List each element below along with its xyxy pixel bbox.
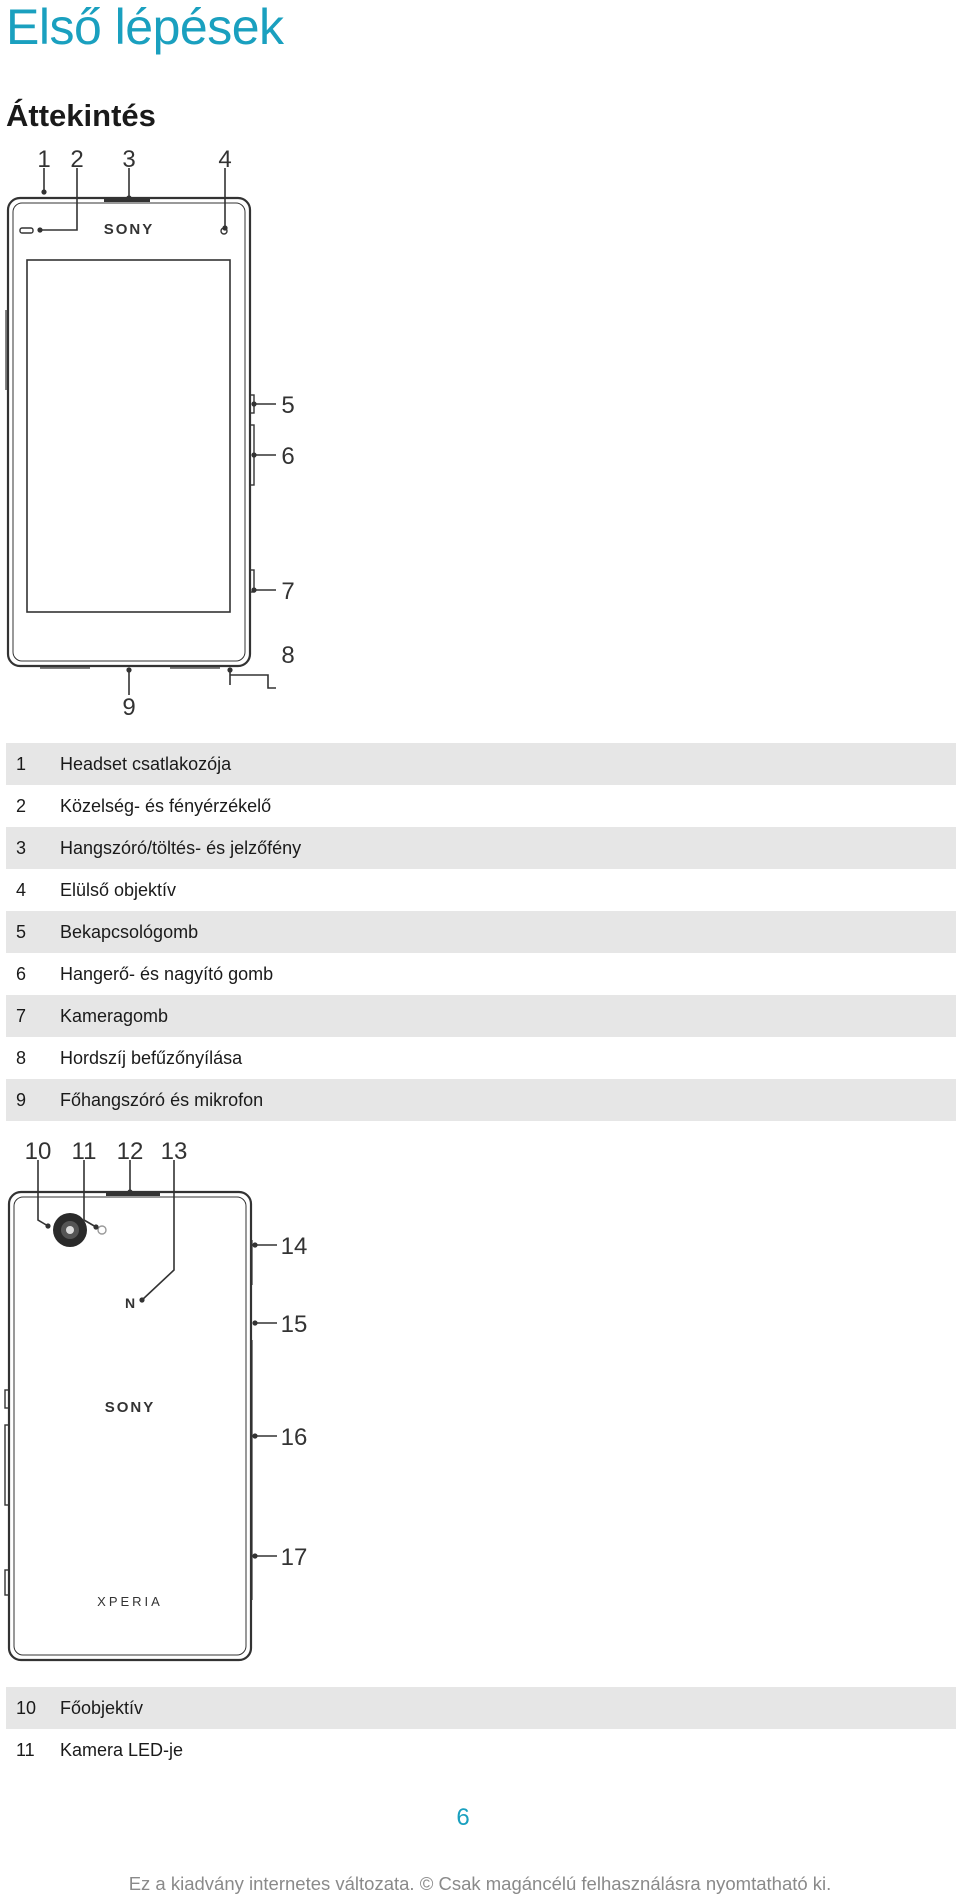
table-row (6, 743, 956, 785)
table-row (6, 953, 956, 995)
legend-number: 3 (16, 837, 27, 858)
table-row (6, 911, 956, 953)
legend-label: Hangerő- és nagyító gomb (60, 963, 274, 984)
legend-number: 2 (16, 795, 27, 816)
callout-3: 3 (122, 146, 136, 173)
camera-led-shape (98, 1226, 106, 1234)
legend-number: 9 (16, 1089, 27, 1110)
front-view-diagram (0, 146, 330, 721)
chapter-title: Első lépések (6, 0, 284, 55)
front-phone-body (8, 198, 250, 666)
table-row (6, 827, 956, 869)
legend-number: 4 (16, 879, 27, 900)
legend-label: Bekapcsológomb (60, 921, 199, 942)
table-row (6, 1079, 956, 1121)
legend-label: Kamera LED-je (60, 1739, 184, 1760)
callout-5: 5 (281, 392, 295, 419)
callout-14: 14 (280, 1233, 308, 1260)
callout-17: 17 (280, 1544, 308, 1571)
legend-number: 5 (16, 921, 27, 942)
legend-number: 11 (16, 1739, 35, 1760)
callout-11: 11 (71, 1138, 97, 1165)
section-title: Áttekintés (6, 98, 156, 133)
back-legend-table (6, 1687, 956, 1771)
table-row (6, 785, 956, 827)
back-model-logo: XPERIA (97, 1594, 163, 1609)
legend-label: Elülső objektív (60, 879, 177, 900)
table-row (6, 869, 956, 911)
nfc-icon: N (124, 1295, 136, 1311)
legend-label: Hangszóró/töltés- és jelzőfény (60, 837, 302, 858)
front-brand-logo: SONY (103, 221, 155, 238)
back-phone-body (9, 1192, 251, 1660)
callout-9: 9 (122, 694, 136, 721)
legend-label: Headset csatlakozója (60, 753, 232, 774)
table-row (6, 1729, 956, 1771)
callout-4: 4 (218, 146, 232, 173)
legend-number: 7 (16, 1005, 27, 1026)
footer-note: Ez a kiadvány internetes változata. © Csak magáncélú felhasználásra nyomtatható ki. (128, 1873, 832, 1894)
legend-number: 6 (16, 963, 27, 984)
callout-8: 8 (281, 642, 295, 669)
table-row (6, 995, 956, 1037)
callout-15: 15 (280, 1311, 308, 1338)
legend-label: Kameragomb (60, 1005, 169, 1026)
back-brand-logo: SONY (104, 1399, 156, 1416)
callout-1: 1 (37, 146, 51, 173)
callout-7: 7 (281, 578, 295, 605)
front-screen (27, 260, 230, 612)
page-number: 6 (456, 1804, 470, 1831)
callout-2: 2 (70, 146, 84, 173)
legend-number: 8 (16, 1047, 27, 1068)
legend-label: Főobjektív (60, 1697, 144, 1718)
callout-6: 6 (281, 443, 295, 470)
legend-number: 1 (16, 753, 27, 774)
legend-number: 10 (16, 1697, 37, 1718)
legend-label: Hordszíj befűzőnyílása (60, 1047, 243, 1068)
callout-12: 12 (116, 1138, 144, 1165)
callout-10: 10 (24, 1138, 52, 1165)
callout-13: 13 (160, 1138, 188, 1165)
table-row (6, 1037, 956, 1079)
front-legend-table (6, 743, 956, 1121)
back-view-diagram (0, 1140, 330, 1670)
legend-label: Közelség- és fényérzékelő (60, 795, 272, 816)
table-row (6, 1687, 956, 1729)
callout-16: 16 (280, 1424, 308, 1451)
proximity-sensor-shape (20, 228, 33, 233)
legend-label: Főhangszóró és mikrofon (60, 1089, 264, 1110)
